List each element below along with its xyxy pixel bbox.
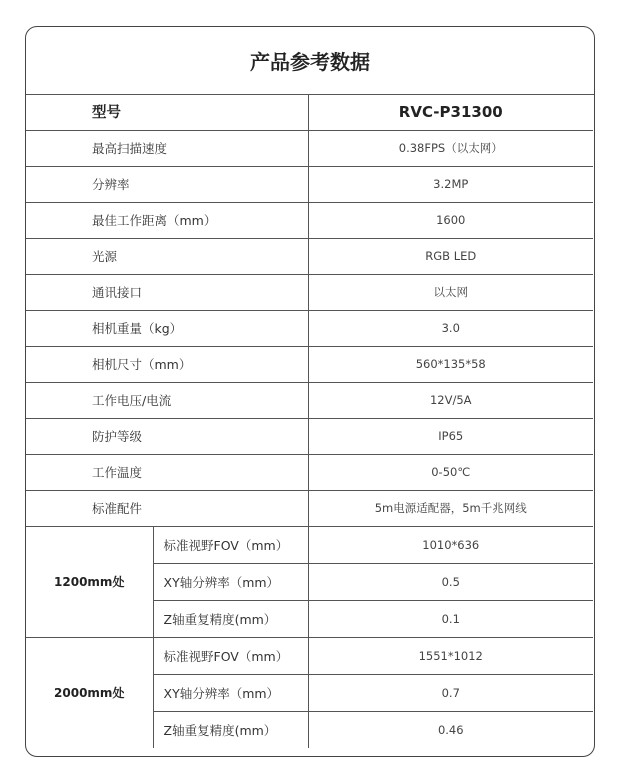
group-row bbox=[26, 526, 593, 563]
row-label: 最高扫描速度 bbox=[26, 130, 308, 166]
group-item-value: 0.7 bbox=[308, 674, 593, 711]
row-label: 分辨率 bbox=[26, 166, 308, 202]
row-value: RGB LED bbox=[308, 238, 593, 274]
row-label: 标准配件 bbox=[26, 490, 308, 526]
row-label: 最佳工作距离（mm） bbox=[26, 202, 308, 238]
row-value: 0.38FPS（以太网） bbox=[308, 130, 593, 166]
table-row bbox=[26, 310, 593, 346]
group-label: 1200mm处 bbox=[26, 526, 153, 637]
group-item-value: 1010*636 bbox=[308, 526, 593, 563]
group-item-label: 标准视野FOV（mm） bbox=[153, 637, 308, 674]
row-label: 防护等级 bbox=[26, 418, 308, 454]
row-value: 12V/5A bbox=[308, 382, 593, 418]
table-row bbox=[26, 166, 593, 202]
spec-table-frame bbox=[25, 26, 595, 757]
group-item-label: 标准视野FOV（mm） bbox=[153, 526, 308, 563]
group-item-value: 0.46 bbox=[437, 722, 464, 737]
table-row bbox=[26, 202, 593, 238]
row-value: 5m电源适配器，5m千兆网线 bbox=[308, 490, 593, 526]
row-label: 相机重量（kg） bbox=[26, 310, 308, 346]
group-item-value: 0.5 bbox=[308, 563, 593, 600]
group-item-value: 0.1 bbox=[308, 600, 593, 637]
group-item-label: XY轴分辨率（mm） bbox=[153, 674, 308, 711]
row-value: IP65 bbox=[308, 418, 593, 454]
row-value: 3.0 bbox=[308, 310, 593, 346]
row-value: 以太网 bbox=[308, 274, 593, 310]
model-label: 型号 bbox=[26, 94, 308, 130]
table-row bbox=[26, 490, 593, 526]
group-item-label: Z轴重复精度(mm） bbox=[153, 711, 308, 748]
row-label: 工作温度 bbox=[26, 454, 308, 490]
row-label: 相机尺寸（mm） bbox=[26, 346, 308, 382]
group-item-label: Z轴重复精度(mm） bbox=[153, 600, 308, 637]
row-value: 3.2MP bbox=[308, 166, 593, 202]
table-row bbox=[26, 382, 593, 418]
row-label: 通讯接口 bbox=[26, 274, 308, 310]
table-row bbox=[26, 454, 593, 490]
table-row bbox=[26, 238, 593, 274]
group-item-label: XY轴分辨率（mm） bbox=[153, 563, 308, 600]
group-row bbox=[26, 637, 593, 674]
row-value: 1600 bbox=[308, 202, 593, 238]
model-value: RVC-P31300 bbox=[308, 94, 593, 130]
table-title: 产品参考数据 bbox=[26, 27, 594, 95]
table-row bbox=[26, 274, 593, 310]
table-row bbox=[26, 418, 593, 454]
group-label: 2000mm处 bbox=[26, 637, 153, 748]
row-label: 工作电压/电流 bbox=[26, 382, 308, 418]
row-label: 光源 bbox=[26, 238, 308, 274]
row-value: 0-50℃ bbox=[308, 454, 593, 490]
table-row bbox=[26, 130, 593, 166]
spec-table bbox=[26, 94, 593, 748]
group-item-value: 1551*1012 bbox=[308, 637, 593, 674]
table-header-row bbox=[26, 94, 593, 130]
table-row bbox=[26, 346, 593, 382]
row-value: 560*135*58 bbox=[308, 346, 593, 382]
